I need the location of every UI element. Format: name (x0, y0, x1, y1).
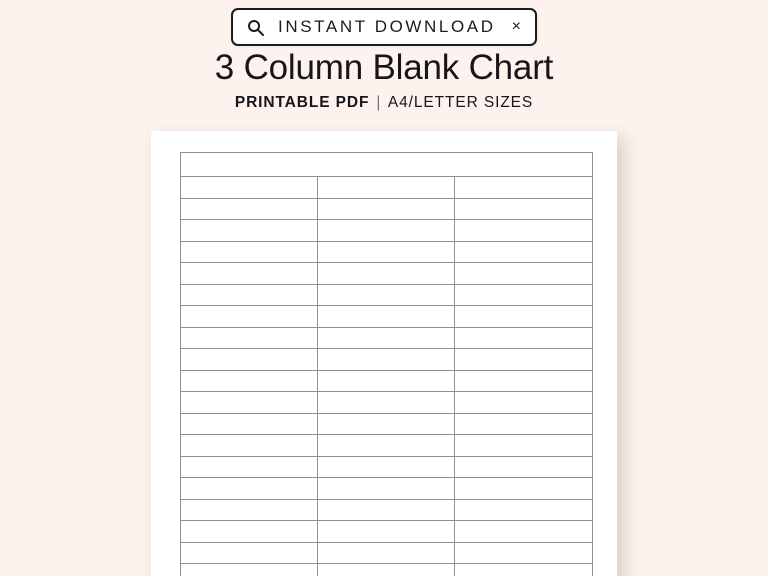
table-row (181, 435, 592, 457)
page-title: 3 Column Blank Chart (214, 48, 554, 87)
table-cell (455, 242, 592, 263)
table-cell (318, 220, 455, 241)
table-cell (455, 285, 592, 306)
table-cell (181, 349, 318, 370)
table-cell (181, 457, 318, 478)
table-row (181, 564, 592, 576)
table-cell (455, 392, 592, 413)
table-cell (318, 285, 455, 306)
table-cell (455, 500, 592, 521)
table-cell (181, 220, 318, 241)
table-cell (318, 500, 455, 521)
table-cell (181, 543, 318, 564)
printable-preview-sheet (151, 131, 617, 576)
table-cell (318, 414, 455, 435)
table-cell (318, 543, 455, 564)
table-cell (318, 457, 455, 478)
table-cell (455, 306, 592, 327)
table-cell (318, 349, 455, 370)
blank-chart-table (180, 152, 593, 576)
table-cell (181, 478, 318, 499)
table-cell (181, 328, 318, 349)
table-cell (181, 500, 318, 521)
table-cell (318, 392, 455, 413)
table-cell (318, 306, 455, 327)
table-row (181, 521, 592, 543)
table-cell (455, 543, 592, 564)
table-row (181, 392, 592, 414)
table-header-cell (455, 153, 592, 176)
table-cell (455, 220, 592, 241)
table-cell (318, 371, 455, 392)
subtitle-sizes: A4/LETTER SIZES (387, 94, 534, 111)
table-row (181, 177, 592, 199)
table-cell (455, 199, 592, 220)
table-cell (455, 435, 592, 456)
table-cell (455, 521, 592, 542)
table-cell (181, 435, 318, 456)
table-cell (455, 564, 592, 576)
table-cell (181, 242, 318, 263)
subtitle-separator: | (376, 94, 381, 111)
table-cell (318, 564, 455, 576)
subtitle-format: PRINTABLE PDF (234, 94, 370, 111)
table-cell (318, 177, 455, 198)
table-cell (318, 328, 455, 349)
close-icon[interactable]: × (511, 18, 521, 35)
table-cell (181, 263, 318, 284)
table-cell (318, 478, 455, 499)
table-cell (455, 457, 592, 478)
table-cell (181, 564, 318, 576)
table-cell (181, 199, 318, 220)
instant-download-badge[interactable] (231, 8, 537, 46)
table-row (181, 306, 592, 328)
table-row (181, 242, 592, 264)
table-row (181, 199, 592, 221)
instant-download-label: INSTANT DOWNLOAD (278, 17, 496, 36)
table-cell (455, 177, 592, 198)
table-cell (181, 177, 318, 198)
table-cell (318, 521, 455, 542)
table-cell (181, 521, 318, 542)
table-row (181, 349, 592, 371)
table-cell (181, 285, 318, 306)
table-row (181, 478, 592, 500)
table-row (181, 414, 592, 436)
table-header-row (181, 153, 592, 177)
table-row (181, 543, 592, 565)
table-row (181, 457, 592, 479)
table-row (181, 500, 592, 522)
table-cell (318, 263, 455, 284)
table-header-cell (318, 153, 455, 176)
table-cell (181, 392, 318, 413)
search-icon (247, 19, 264, 36)
table-row (181, 285, 592, 307)
table-cell (181, 306, 318, 327)
table-row (181, 263, 592, 285)
table-cell (318, 199, 455, 220)
table-cell (455, 349, 592, 370)
table-row (181, 328, 592, 350)
table-cell (455, 263, 592, 284)
table-cell (318, 435, 455, 456)
table-cell (455, 371, 592, 392)
table-cell (318, 242, 455, 263)
table-cell (181, 414, 318, 435)
table-cell (455, 414, 592, 435)
table-row (181, 371, 592, 393)
page-subtitle (0, 94, 768, 112)
table-cell (455, 328, 592, 349)
table-cell (181, 371, 318, 392)
table-cell (455, 478, 592, 499)
table-header-cell (181, 153, 318, 176)
table-row (181, 220, 592, 242)
